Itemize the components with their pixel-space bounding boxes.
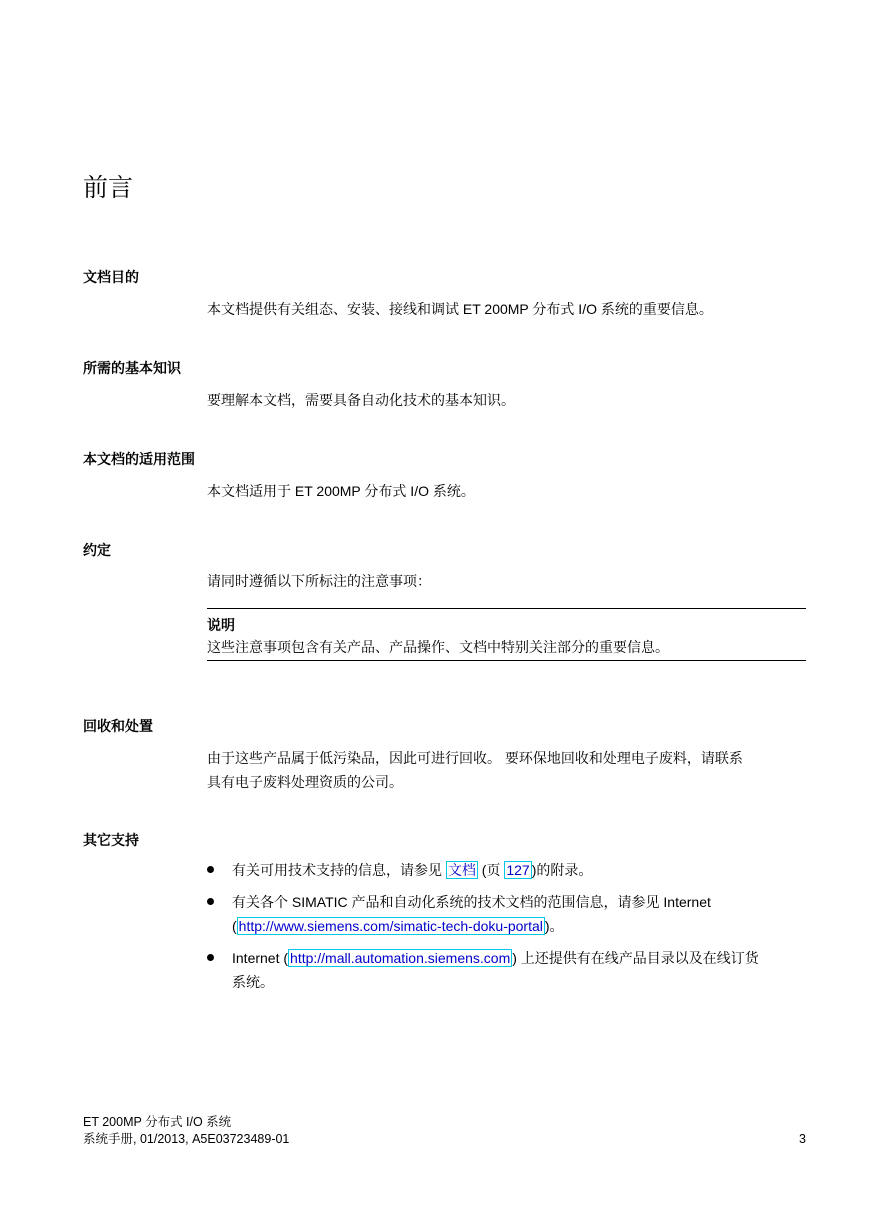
support-item-technical: 有关可用技术支持的信息，请参见 文档 (页 127 )的附录。 bbox=[207, 858, 807, 882]
support-list bbox=[207, 858, 807, 1002]
bullet-icon bbox=[207, 954, 214, 961]
purpose-text: 本文档提供有关组态、安装、接线和调试 ET 200MP 分布式 I/O 系统的重要信息。 bbox=[207, 301, 713, 317]
scope-text: 本文档适用于 ET 200MP 分布式 I/O 系统。 bbox=[207, 483, 475, 499]
heading-scope: 本文档的适用范围 bbox=[83, 451, 195, 467]
footer-product-name: ET 200MP 分布式 I/O 系统 bbox=[83, 1115, 232, 1129]
note-title: 说明 bbox=[207, 617, 235, 633]
support-item-simatic bbox=[207, 890, 807, 938]
mall-automation-link[interactable]: http://mall.automation.siemens.com bbox=[290, 950, 511, 966]
heading-knowledge: 所需的基本知识 bbox=[83, 360, 181, 376]
heading-purpose: 文档目的 bbox=[83, 269, 139, 285]
recycling-line-1: 由于这些产品属于低污染品，因此可进行回收。 要环保地回收和处理电子废料，请联系 bbox=[207, 750, 743, 766]
bullet-icon bbox=[207, 898, 214, 905]
bullet-icon bbox=[207, 866, 214, 873]
footer-document-info bbox=[83, 1114, 289, 1148]
simatic-line-1: 有关各个 SIMATIC 产品和自动化系统的技术文档的范围信息，请参见 Internet bbox=[232, 894, 711, 910]
recycling-text bbox=[207, 746, 807, 794]
tech-doku-portal-link[interactable]: http://www.siemens.com/simatic-tech-doku-portal bbox=[238, 918, 543, 934]
knowledge-text: 要理解本文档，需要具备自动化技术的基本知识。 bbox=[207, 392, 515, 408]
page-reference-link[interactable]: 127 bbox=[506, 862, 530, 878]
page-number: 3 bbox=[799, 1132, 806, 1146]
page-title: 前言 bbox=[83, 174, 134, 202]
mall-line-1: Internet ( http://mall.automation.siemens.com ) 上还提供有在线产品目录以及在线订货 bbox=[232, 950, 759, 966]
mall-line-2: 系统。 bbox=[232, 974, 274, 990]
heading-conventions: 约定 bbox=[83, 542, 111, 558]
support-item-mall bbox=[207, 946, 807, 994]
heading-recycling: 回收和处置 bbox=[83, 718, 153, 734]
note-text: 这些注意事项包含有关产品、产品操作、文档中特别关注部分的重要信息。 bbox=[207, 639, 669, 655]
simatic-line-2: ( http://www.siemens.com/simatic-tech-doku-portal )。 bbox=[232, 918, 564, 934]
note-box bbox=[207, 608, 806, 661]
footer-manual-id: 系统手册, 01/2013, A5E03723489-01 bbox=[83, 1132, 290, 1146]
heading-support: 其它支持 bbox=[83, 832, 139, 848]
recycling-line-2: 具有电子废料处理资质的公司。 bbox=[207, 774, 403, 790]
documentation-link[interactable]: 文档 bbox=[447, 862, 476, 878]
conventions-text: 请同时遵循以下所标注的注意事项： bbox=[207, 573, 431, 589]
